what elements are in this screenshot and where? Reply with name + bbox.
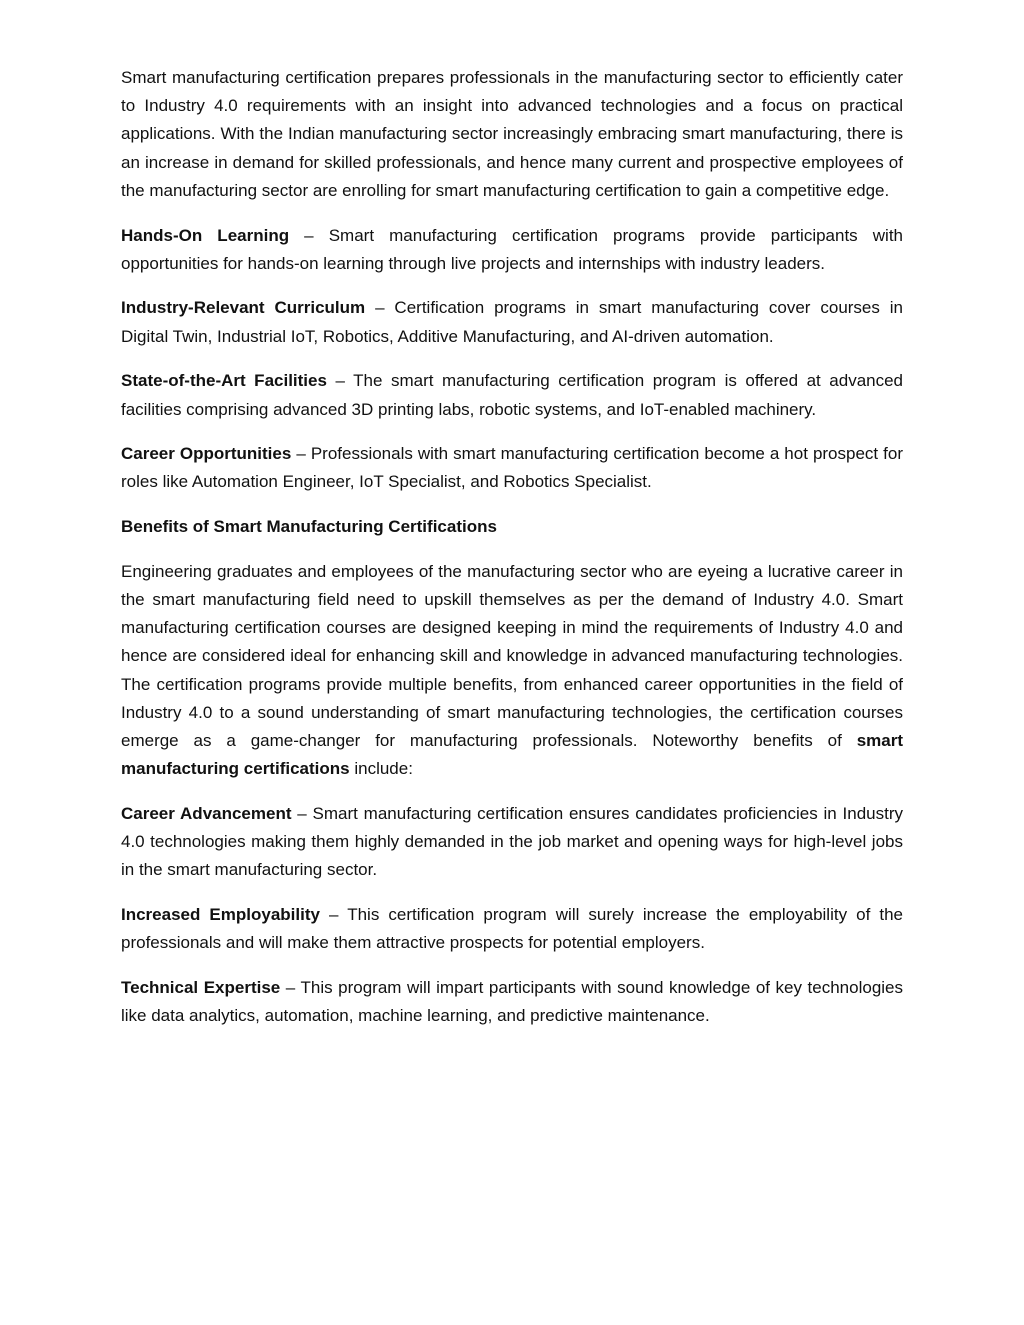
- document-page: [121, 64, 903, 1047]
- benefit-term: Increased Employability: [121, 905, 320, 925]
- benefits-intro-tail: include:: [349, 759, 413, 779]
- benefit-paragraph-career-advancement: [121, 800, 903, 885]
- section-heading-benefits: Benefits of Smart Manufacturing Certifications: [121, 517, 497, 537]
- feature-separator: –: [289, 225, 329, 245]
- feature-separator: –: [326, 371, 354, 391]
- feature-paragraph-facilities: [121, 367, 903, 423]
- feature-text: Professionals with smart manufacturing certification become a hot prospect for roles like Automation Engineer, IoT Specialist, and Robotics Specialist.: [121, 444, 903, 492]
- benefit-separator: –: [291, 803, 313, 823]
- feature-text: The smart manufacturing certification program is offered at advanced facilities comprising advanced 3D printing labs, robotic systems, and IoT-enabled machinery.: [121, 371, 904, 419]
- benefit-paragraph-technical-expertise: [121, 974, 903, 1030]
- benefits-intro-text: Engineering graduates and employees of the manufacturing sector who are eyeing a lucrative career in the smart manufacturing field need to upskill themselves as per the demand of Industry 4.0. Smart manufacturing certification courses are designed keeping in mind the requirements of Industry 4.0 and hence are considered ideal for enhancing skill and knowledge in advanced manufacturing technologies. The certification programs provide multiple benefits, from enhanced career opportunities in the field of Industry 4.0 to a sound understanding of smart manufacturing technologies, the certification courses emerge as a game-changer for manufacturing professionals. Noteworthy benefits of: [121, 561, 903, 751]
- feature-text: Smart manufacturing certification programs provide participants with opportunities for hands-on learning through live projects and internships with industry leaders.: [121, 225, 903, 273]
- feature-term: Career Opportunities: [121, 444, 292, 464]
- feature-separator: –: [365, 298, 395, 318]
- feature-paragraph-curriculum: [121, 294, 903, 350]
- benefit-paragraph-employability: [121, 901, 903, 957]
- feature-term: Industry-Relevant Curriculum: [121, 298, 366, 318]
- feature-text: Certification programs in smart manufacturing cover courses in Digital Twin, Industrial IoT, Robotics, Additive Manufacturing, and AI-driven automation.: [121, 298, 904, 346]
- benefit-term: Technical Expertise: [121, 977, 281, 997]
- feature-paragraph-hands-on: [121, 222, 903, 278]
- feature-term: Hands-On Learning: [121, 225, 290, 245]
- feature-paragraph-career: [121, 440, 903, 496]
- benefits-intro-bold: smart manufacturing certifications: [121, 731, 903, 779]
- benefit-separator: –: [280, 977, 301, 997]
- benefit-text: This program will impart participants with sound knowledge of key technologies like data analytics, automation, machine learning, and predictive maintenance.: [121, 977, 904, 1026]
- feature-term: State-of-the-Art Facilities: [121, 371, 327, 391]
- benefit-term: Career Advancement: [121, 803, 292, 823]
- benefit-text: Smart manufacturing certification ensures candidates proficiencies in Industry 4.0 technologies making them highly demanded in the job market and opening ways for high-level jobs in the smart manufacturing sector.: [121, 803, 903, 880]
- benefits-intro-paragraph: [121, 558, 903, 784]
- feature-separator: –: [291, 444, 311, 464]
- intro-paragraph: Smart manufacturing certification prepares professionals in the manufacturing sector to efficiently cater to Industry 4.0 requirements with an insight into advanced technologies and a focus on practical applications. With the Indian manufacturing sector increasingly embracing smart manufacturing, there is an increase in demand for skilled professionals, and hence many current and prospective employees of the manufacturing sector are enrolling for smart manufacturing certification to gain a competitive edge.: [121, 68, 903, 200]
- benefit-text: This certification program will surely increase the employability of the professionals and will make them attractive prospects for potential employers.: [121, 905, 903, 953]
- benefit-separator: –: [319, 905, 348, 925]
